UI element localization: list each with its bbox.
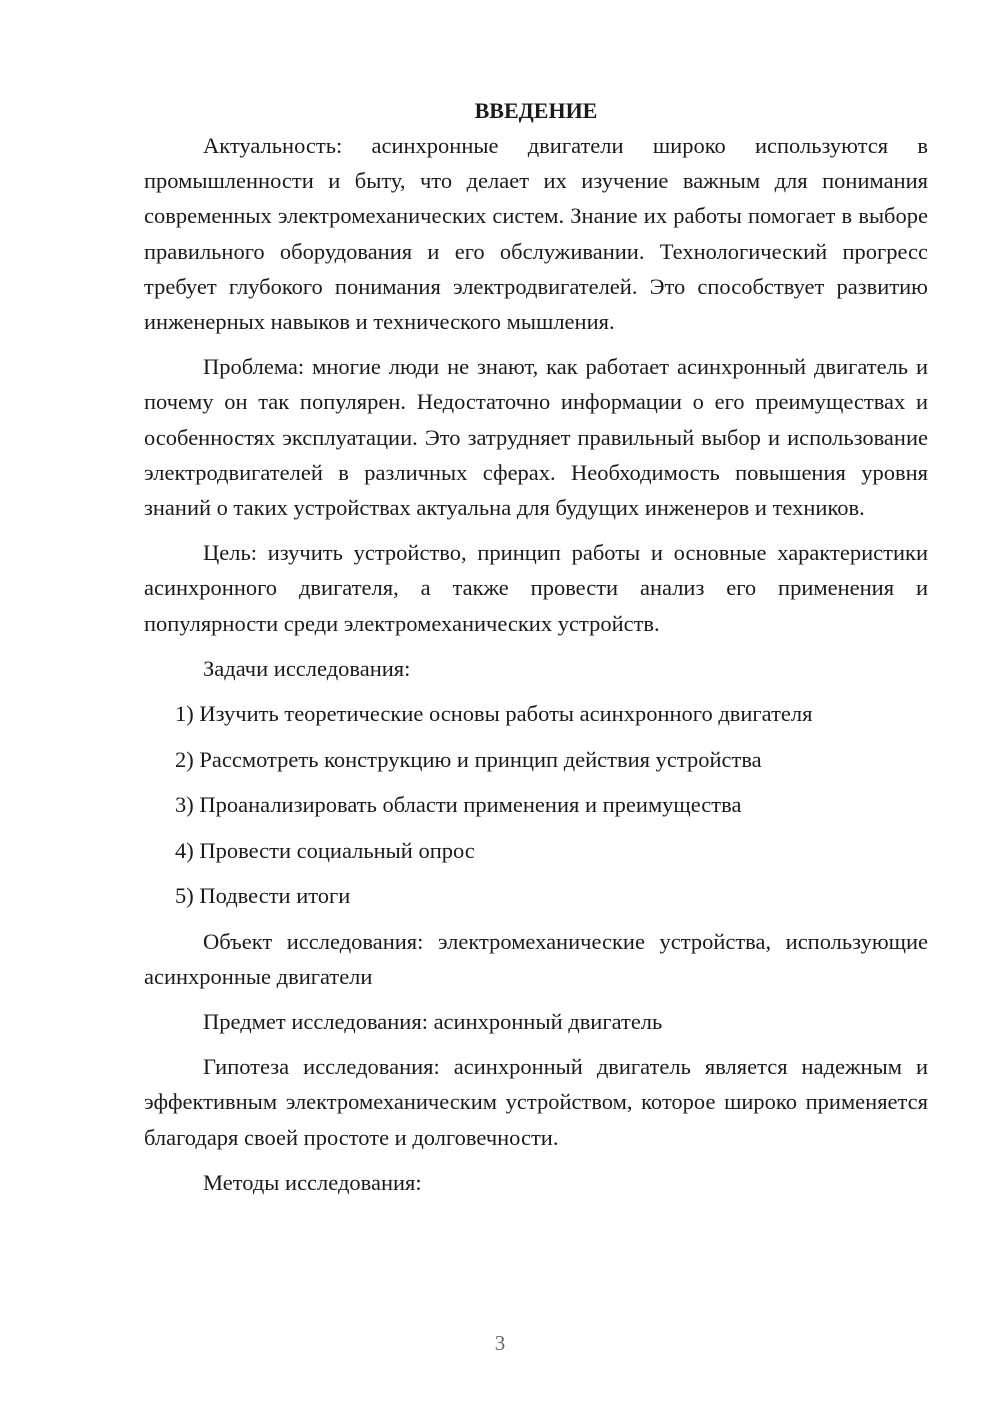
- list-item: 2) Рассмотреть конструкцию и принцип действия устройства: [175, 746, 762, 772]
- paragraph-object: Объект исследования: электромеханические устройства, использующие асинхронные двигатели: [144, 928, 928, 989]
- list-item: 4) Провести социальный опрос: [175, 837, 475, 863]
- tasks-heading: Задачи исследования:: [203, 655, 411, 681]
- section-title: ВВЕДЕНИЕ: [474, 98, 598, 123]
- list-item: 1) Изучить теоретические основы работы асинхронного двигателя: [175, 701, 813, 727]
- paragraph-subject: Предмет исследования: асинхронный двигатель: [203, 1008, 663, 1034]
- paragraph-hypothesis: Гипотеза исследования: асинхронный двигатель является надежным и эффективным электромеханическим устройством, которое широко применяется благодаря своей простоте и долговечности.: [144, 1054, 928, 1150]
- methods-heading: Методы исследования:: [203, 1169, 422, 1195]
- tasks-list: [144, 696, 928, 913]
- paragraph-goal: Цель: изучить устройство, принцип работы и основные характеристики асинхронного двигателя, а также провести анализ его применения и популярности среди электромеханических устройств.: [144, 540, 928, 636]
- page-number: 3: [494, 1331, 506, 1355]
- paragraph-problem: Проблема: многие люди не знают, как работает асинхронный двигатель и почему он так популярен. Недостаточно информации о его преимуществах и особенностях эксплуатации. Это затрудняет правильный выбор и использование электродвигателей в различных сферах. Необходимость повышения уровня знаний о таких устройствах актуальна для будущих инженеров и техников.: [144, 354, 928, 521]
- list-item: 5) Подвести итоги: [175, 883, 351, 909]
- paragraph-relevance: Актуальность: асинхронные двигатели широко используются в промышленности и быту, что делает их изучение важным для понимания современных электромеханических систем. Знание их работы помогает в выборе правильного оборудования и его обслуживании. Технологический прогресс требует глубокого понимания электродвигателей. Это способствует развитию инженерных навыков и технического мышления.: [144, 133, 928, 335]
- list-item: 3) Проанализировать области применения и преимущества: [175, 792, 742, 818]
- document-page: [144, 93, 928, 1210]
